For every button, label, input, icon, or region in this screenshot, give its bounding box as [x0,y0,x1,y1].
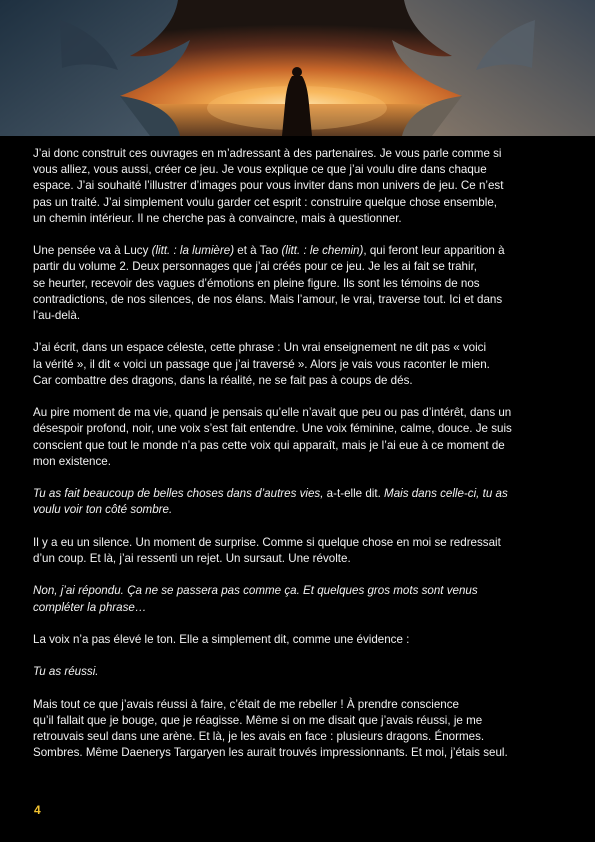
paragraph-10: Mais tout ce que j’avais réussi à faire, c’était de me rebeller ! À prendre conscience qu’il fallait que je bouge, que je réagisse. Même si on me disait que j’avais réussi, je me retrouvais seul dans une arène. Et là, je les avais en face : plusieurs dragons. Énormes. Sombres. Même Daenerys Targaryen les aurait trouvés impressionnants. Et moi, j’étais seul. [33,697,508,760]
italic-note-lumiere: (litt. : la lumière) [151,244,235,258]
paragraph-3: J’ai écrit, dans un espace céleste, cette phrase : Un vrai enseignement ne dit pas « voici la vérité », il dit « voici un passage que j’ai traversé ». Alors je vais vous raconter le mien. Car combattre des dragons, dans la réalité, ne se fait pas à coups de dés. [33,341,490,387]
italic-note-chemin: (litt. : le chemin) [281,244,364,258]
header-illustration [0,0,595,136]
paragraph-1: J’ai donc construit ces ouvrages en m’adressant à des partenaires. Je vous parle comme si vous alliez, vous aussi, créer ce jeu. Je vous explique ce que j’ai voulu dire dans chaque espace. J’ai souhaité l’illustrer d’images pour vous inviter dans mon univers de jeu. Ce n’est pas un traité. J’ai simplement voulu garder cet esprit : construire quelque chose ensemble, un chemin intérieur. Il ne cherche pas à convaincre, mais à questionner. [33,147,504,225]
paragraph-5-quote: Tu as fait beaucoup de belles choses dans d’autres vies, a-t-elle dit. Mais dans celle-ci, tu as voulu voir ton côté sombre. [33,487,508,517]
page-number: 4 [34,803,41,817]
paragraph-8: La voix n’a pas élevé le ton. Elle a simplement dit, comme une évidence : [33,632,410,646]
paragraph-7-quote: Non, j’ai répondu. Ça ne se passera pas comme ça. Et quelques gros mots sont venus compléter la phrase… [33,584,478,614]
paragraph-2: Une pensée va à Lucy (litt. : la lumière) et à Tao (litt. : le chemin), qui feront leur apparition à partir du volume 2. Deux personnages que j’ai créés pour ce jeu. Je les ai fait se trahir, se heurter, recevoir des vagues d’émotions en pleine figure. Ils sont les témoins de nos contradictions, de nos silences, de nos élans. Mais l’amour, le vrai, traverse tout. Ici et dans l’au-delà. [33,244,505,323]
paragraph-4: Au pire moment de ma vie, quand je pensais qu’elle n’avait que peu ou pas d’intérêt, dans un désespoir profond, noir, une voix s’est fait entendre. Une voix féminine, calme, douce. Je suis conscient que tout le monde n’a pas cette voix qui apparaît, mais je l’ai eue à ce moment de mon existence. [33,406,512,468]
body-text [33,146,563,778]
paragraph-6: Il y a eu un silence. Un moment de surprise. Comme si quelque chose en moi se redressait d’un coup. Et là, j’ai ressenti un rejet. Un sursaut. Une révolte. [33,535,501,565]
paragraph-9-quote: Tu as réussi. [33,665,99,679]
dragons-sunset-illustration [0,0,595,136]
